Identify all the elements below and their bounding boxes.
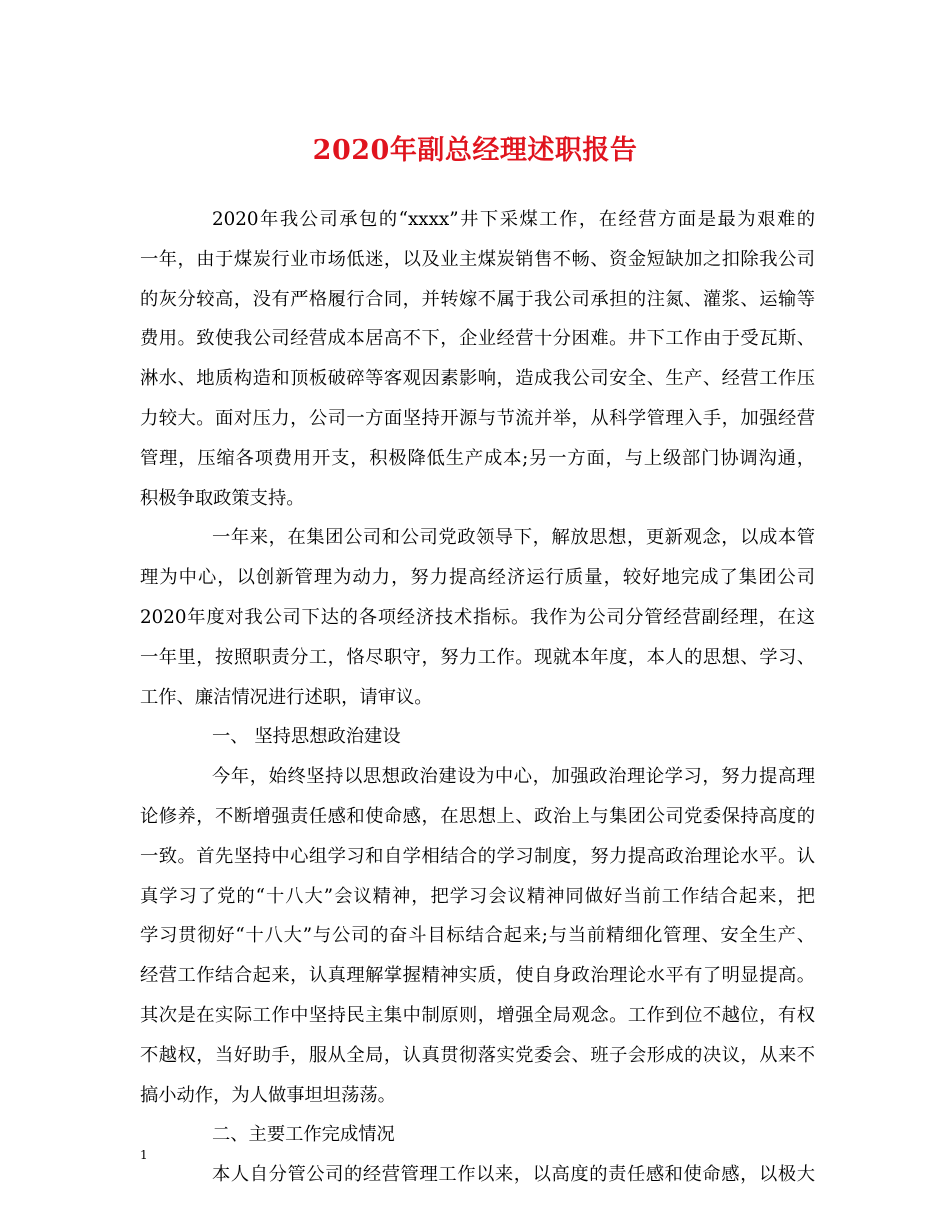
paragraph-line: 一年里，按照职责分工，恪尽职守，努力工作。现就本年度，本人的思想、学习、 — [140, 646, 815, 668]
paragraph-line: 今年，始终坚持以思想政治建设为中心，加强政治理论学习，努力提高理 — [212, 766, 815, 788]
paragraph-line: 一年，由于煤炭行业市场低迷，以及业主煤炭销售不畅、资金短缺加之扣除我公司 — [140, 248, 815, 270]
paragraph-line: 学习贯彻好“十八大”与公司的奋斗目标结合起来;与当前精细化管理、安全生产、 — [140, 925, 815, 947]
paragraph-line: 其次是在实际工作中坚持民主集中制原则，增强全局观念。工作到位不越位，有权 — [140, 1004, 815, 1026]
paragraph-line: 力较大。面对压力，公司一方面坚持开源与节流并举，从科学管理入手，加强经营 — [140, 407, 815, 429]
paragraph-line: 积极争取政策支持。 — [140, 487, 305, 509]
paragraph-line: 真学习了党的“十八大”会议精神，把学习会议精神同做好当前工作结合起来，把 — [140, 885, 815, 907]
paragraph-line: 工作、廉洁情况进行述职，请审议。 — [140, 686, 433, 708]
section-heading: 二、主要工作完成情况 — [212, 1124, 395, 1146]
section-heading: 一、 坚持思想政治建设 — [212, 726, 401, 748]
document-title: 2020年副总经理述职报告 — [312, 135, 638, 166]
paragraph-line: 本人自分管公司的经营管理工作以来，以高度的责任感和使命感，以极大 — [212, 1164, 815, 1186]
paragraph-line: 2020年度对我公司下达的各项经济技术指标。我作为公司分管经营副经理，在这 — [140, 606, 815, 628]
paragraph-line: 费用。致使我公司经营成本居高不下，企业经营十分困难。井下工作由于受瓦斯、 — [140, 328, 815, 350]
page-number: 1 — [140, 1148, 148, 1162]
paragraph-line: 经营工作结合起来，认真理解掌握精神实质，使自身政治理论水平有了明显提高。 — [140, 965, 815, 987]
paragraph-line: 一年来，在集团公司和公司党政领导下，解放思想，更新观念，以成本管 — [212, 527, 815, 549]
paragraph-line: 搞小动作，为人做事坦坦荡荡。 — [140, 1084, 396, 1106]
paragraph-line: 的灰分较高，没有严格履行合同，并转嫁不属于我公司承担的注氮、灌浆、运输等 — [140, 288, 815, 310]
paragraph-line: 管理，压缩各项费用开支，积极降低生产成本;另一方面，与上级部门协调沟通， — [140, 447, 815, 469]
paragraph-line: 淋水、地质构造和顶板破碎等客观因素影响，造成我公司安全、生产、经营工作压 — [140, 368, 815, 390]
document-body — [140, 200, 815, 1195]
paragraph-line: 论修养，不断增强责任感和使命感，在思想上、政治上与集团公司党委保持高度的 — [140, 805, 815, 827]
paragraph-line: 不越权，当好助手，服从全局，认真贯彻落实党委会、班子会形成的决议，从来不 — [140, 1044, 815, 1066]
paragraph-line: 理为中心，以创新管理为动力，努力提高经济运行质量，较好地完成了集团公司 — [140, 567, 815, 589]
paragraph-line: 一致。首先坚持中心组学习和自学相结合的学习制度，努力提高政治理论水平。认 — [140, 845, 815, 867]
paragraph-line: 2020年我公司承包的“xxxx”井下采煤工作，在经营方面是最为艰难的 — [212, 209, 815, 230]
